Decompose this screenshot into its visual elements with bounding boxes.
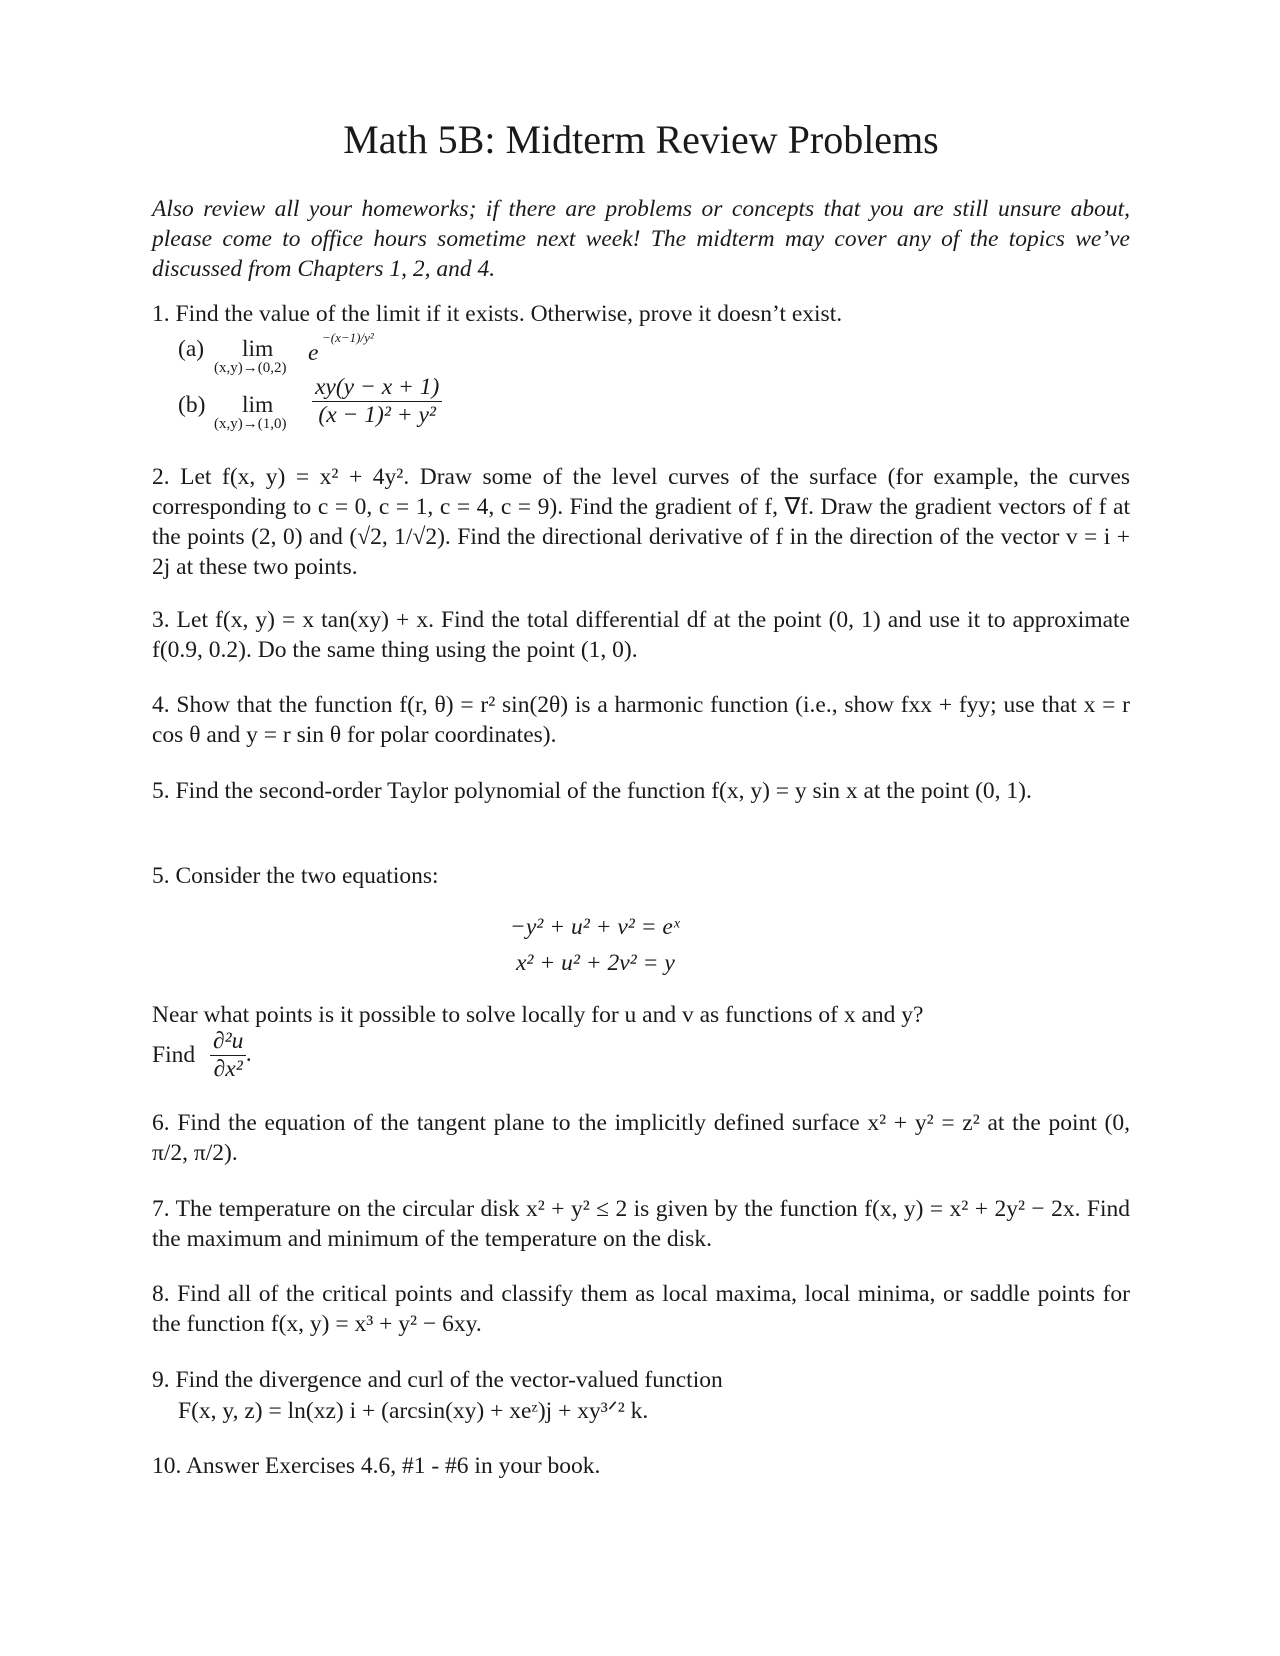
problem-1a-lim-under: (x,y)→(0,2)	[214, 360, 287, 376]
intro-paragraph: Also review all your homeworks; if there are problems or concepts that you are still unsure about, please come to office hours sometime next week! The midterm may cover any of the topics we’ve discussed from Chapters 1, 2, and 4.	[152, 196, 1130, 282]
problem-8-text: 8. Find all of the critical points and classify them as local maxima, local minima, or saddle points for the function f(x, y) = x³ + y² − 6xy.	[152, 1281, 1130, 1337]
problem-6-text: 6. Find the equation of the tangent plane to the implicitly defined surface x² + y² = z² at the point (0, π/2, π/2).	[152, 1110, 1130, 1166]
problem-1b-label: (b)	[178, 392, 206, 418]
page-title: Math 5B: Midterm Review Problems	[343, 117, 939, 162]
problem-7-text: 7. The temperature on the circular disk x² + y² ≤ 2 is given by the function f(x, y) = x² + 2y² − 2x. Find the maximum and minimum of the temperature on the disk.	[152, 1196, 1130, 1252]
problem-1a-exponent: −(x−1)/y²	[322, 330, 374, 345]
problem-1b-lim-under: (x,y)→(1,0)	[214, 416, 287, 432]
problem-1b-numerator: xy(y − x + 1)	[312, 374, 442, 402]
problem-5b-derivative: $\frac{\text{∂²u}}{\text{∂x²}}$ .	[210, 1028, 252, 1083]
problem-1a-lim: lim	[242, 336, 274, 362]
problem-5b-derivative-numerator: ∂²u	[210, 1028, 246, 1056]
problem-5b-question: Near what points is it possible to solve locally for u and v as functions of x and y?	[152, 1002, 924, 1028]
problem-1b-lim: lim	[242, 392, 274, 418]
problem-1a-base: e	[308, 340, 319, 366]
problem-2-text: 2. Let f(x, y) = x² + 4y². Draw some of the level curves of the surface (for example, the curves corresponding to c = 0, c = 1, c = 4, c = 9). Find the gradient of f, ∇f. Draw the gradient vectors of f at the points (2, 0) and (√2, 1/√2). Find the directional derivative of f in the direction of the vector v = i + 2j at these two points.	[152, 464, 1130, 580]
problem-5b-find: Find	[152, 1042, 196, 1068]
problem-10-text: 10. Answer Exercises 4.6, #1 - #6 in your book.	[152, 1453, 601, 1479]
problem-5b-derivative-denominator: ∂x²	[213, 1056, 243, 1082]
problem-4-text: 4. Show that the function f(r, θ) = r² sin(2θ) is a harmonic function (i.e., show fxx + fyy; use that x = r cos θ and y = r sin θ for polar coordinates).	[152, 692, 1130, 748]
problem-5b-equation-2: x² + u² + 2v² = y	[516, 950, 675, 976]
problem-3-text: 3. Let f(x, y) = x tan(xy) + x. Find the total differential df at the point (0, 1) and use it to approximate f(0.9, 0.2). Do the same thing using the point (1, 0).	[152, 607, 1130, 663]
problem-1-text: 1. Find the value of the limit if it exists. Otherwise, prove it doesn’t exist.	[152, 301, 843, 327]
problem-5b-text: 5. Consider the two equations:	[152, 863, 439, 889]
problem-5a-text: 5. Find the second-order Taylor polynomial of the function f(x, y) = y sin x at the point (0, 1).	[152, 778, 1032, 804]
problem-9-formula: F(x, y, z) = ln(xz) i + (arcsin(xy) + xeᶻ)j + xy³ᐟ² k.	[178, 1398, 649, 1424]
problem-9-text: 9. Find the divergence and curl of the vector-valued function	[152, 1367, 723, 1393]
problem-1b-denominator: (x − 1)² + y²	[318, 402, 436, 428]
problem-1a-label: (a)	[178, 336, 205, 362]
problem-1b-fraction	[312, 374, 442, 429]
problem-5b-equation-1: −y² + u² + v² = eˣ	[510, 914, 680, 940]
